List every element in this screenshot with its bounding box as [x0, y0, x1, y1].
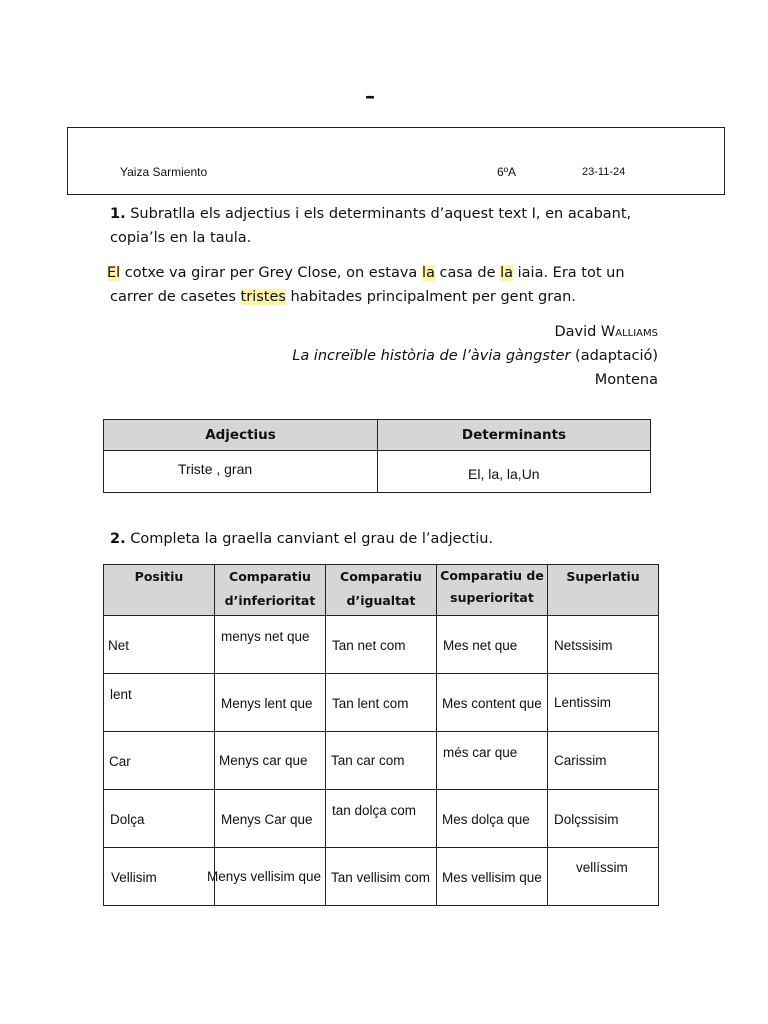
table-row: [104, 674, 659, 732]
column-header: Comparatiu de superioritat: [437, 565, 548, 616]
table-cell: Dolça: [110, 812, 145, 827]
highlight-determinant: El: [107, 265, 121, 281]
column-header: Comparatiu d’igualtat: [326, 565, 437, 616]
table-cell: Tan car com: [331, 753, 405, 768]
adjective-degrees-table: [103, 564, 659, 906]
column-header: Comparatiu d’inferioritat: [215, 565, 326, 616]
book-note: (adaptació): [570, 348, 658, 364]
author-surname: alliams: [615, 324, 658, 340]
student-header: [67, 127, 725, 195]
table-cell: Menys Car que: [221, 812, 313, 827]
title-dash: –: [365, 84, 375, 108]
table-cell: Dolçssisim: [554, 812, 619, 827]
text-fragment: casa de: [434, 265, 501, 281]
table-cell: tan dolça com: [332, 803, 417, 818]
table-cell: Menys lent que: [221, 696, 313, 711]
text-fragment: carrer de casetes: [110, 289, 241, 305]
table-cell: lent: [110, 687, 132, 702]
question-number: 1.: [110, 206, 126, 222]
column-header: Determinants: [378, 420, 651, 451]
table-cell: Vellisim: [111, 870, 157, 885]
table-cell: Tan net com: [332, 638, 406, 653]
text-fragment: habitades principalment per gent gran.: [285, 289, 576, 305]
table-cell: Tan lent com: [332, 696, 409, 711]
question-number: 2.: [110, 531, 126, 547]
table-cell: Carissim: [554, 753, 607, 768]
table-cell: Menys vellisim que: [207, 869, 322, 884]
question-instruction: Completa la graella canviant el grau de l’adjectiu.: [130, 531, 494, 547]
table-cell: vellíssim: [576, 860, 628, 875]
table-cell: Mes content que: [442, 696, 542, 711]
column-header: Adjectius: [104, 420, 378, 451]
question-2: [110, 527, 670, 551]
column-header: Superlatiu: [548, 565, 659, 616]
table-cell: Net: [108, 638, 130, 653]
adjectives-determinants-table: [103, 419, 651, 493]
table-cell: Netssisim: [554, 638, 613, 653]
table-cell: Tan vellisim com: [331, 870, 431, 885]
highlight-determinant: la: [421, 265, 435, 281]
table-row: [104, 616, 659, 674]
determinants-answer: El, la, la,Un: [378, 451, 651, 493]
header-date: 23-11-24: [582, 166, 626, 178]
book-title: La increïble història de l’àvia gàngster: [292, 348, 571, 364]
text-fragment: iaia. Era tot un: [513, 265, 625, 281]
author-name: David W: [554, 324, 616, 340]
table-cell: Mes net que: [443, 638, 518, 653]
adjectives-answer: Triste , gran: [104, 451, 378, 493]
student-name: Yaiza Sarmiento: [120, 165, 208, 179]
table-cell: menys net que: [221, 629, 310, 644]
table-row: [104, 732, 659, 790]
table-row: [104, 848, 659, 906]
column-header: Positiu: [104, 565, 215, 616]
highlight-adjective: tristes: [240, 289, 286, 305]
table-cell: Lentissim: [554, 695, 612, 710]
table-cell: Mes vellisim que: [442, 870, 542, 885]
reading-text: [107, 261, 667, 309]
table-cell: Car: [109, 754, 131, 769]
question-1: [110, 202, 650, 250]
table-row: [104, 790, 659, 848]
table-cell: Mes dolça que: [442, 812, 530, 827]
table-cell: més car que: [443, 745, 518, 760]
publisher: Montena: [594, 372, 658, 388]
author: [554, 324, 658, 340]
highlight-determinant: la: [500, 265, 514, 281]
question-instruction: Subratlla els adjectius i els determinants d’aquest text I, en acabant, copia’ls en la taula.: [110, 206, 632, 246]
book-reference: [292, 348, 658, 364]
text-fragment: cotxe va girar per Grey Close, on estava: [120, 265, 422, 281]
student-class: 6ºA: [497, 165, 517, 179]
table-cell: Menys car que: [219, 753, 308, 768]
